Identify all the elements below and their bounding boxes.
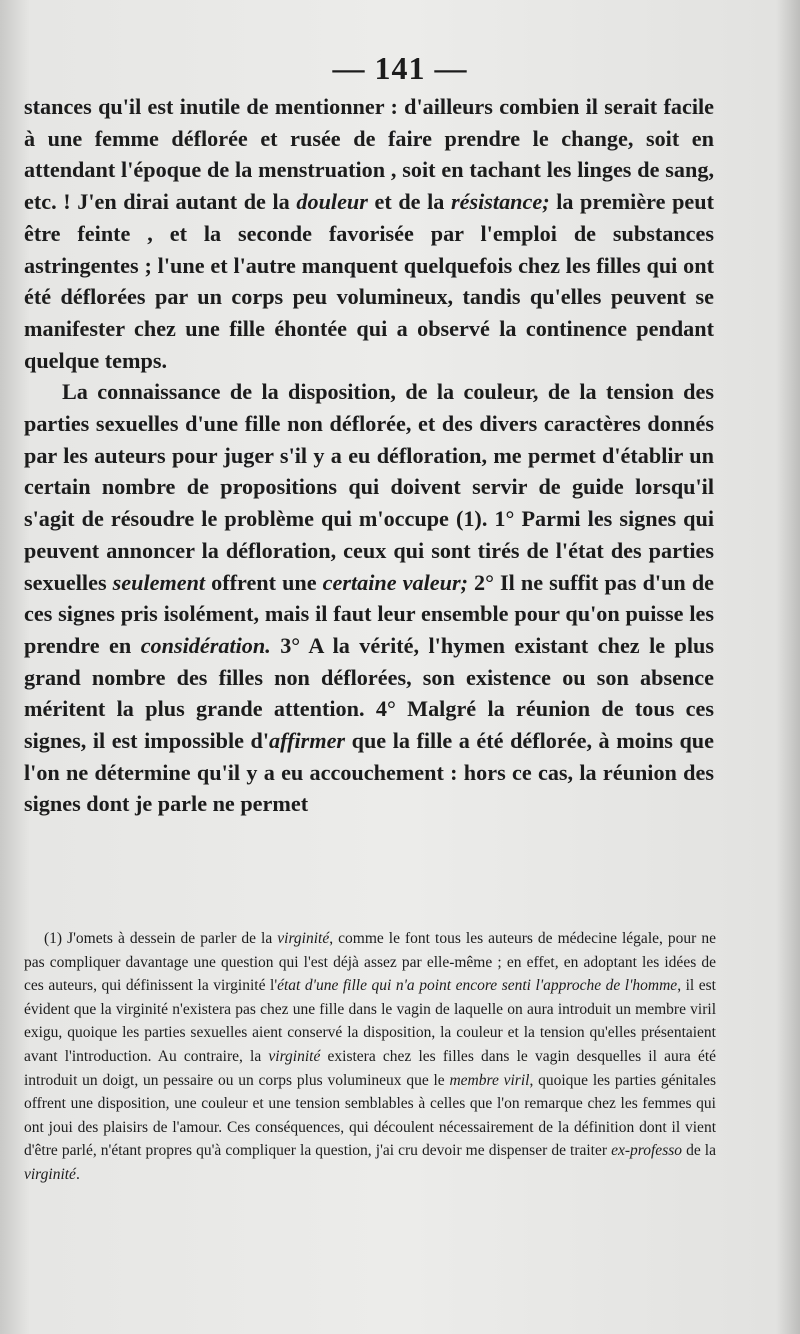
text-run: La connaissance de la disposition, de la couleur, de la tension des parties sexuelles d'une fille non déflorée, et des divers caractères donnés par les auteurs pour juger s'il y a eu défloration, me permet d'établir un certain nombre de propositions qui doivent servir de guide lorsqu'il s'agit de résoudre le problème qui m'occupe (1). 1° Parmi les signes qui peuvent annoncer la défloration, ceux qui sont tirés de l'état des parties sexuelles: [24, 379, 714, 595]
footnote-paragraph: [24, 927, 716, 1187]
text-run: 3° A la vérité, l'hymen existant chez le plus grand nombre des filles non déflorées, son existence ou son absence méritent la plus grande attention. 4° Malgré la réunion de tous ces signes, il est impossible d': [24, 632, 715, 754]
main-text: [24, 91, 714, 820]
text-run: , comme le font tous les auteurs de médecine légale, pour ne pas compliquer davantage une question qui l'est déjà assez par elle-même ; en effet, en adoptant les idées de ces auteurs, qui définissent la virginité l': [24, 930, 716, 995]
italic-run: douleur: [296, 189, 368, 215]
text-run: offrent une: [205, 569, 323, 595]
italic-run: virginité: [24, 1165, 76, 1183]
text-run: 2° Il ne suffit pas d'un de ces signes pris isolément, mais il faut leur ensemble pour qu'on puisse les prendre en: [24, 569, 715, 658]
text-run: , il est évident que la virginité n'existera pas chez une fille dans le vagin de laquelle on aura introduit un membre viril exigu, quoique les parties sexuelles aient conservé la disposition, la couleur et la tension qu'elles présentaient avant l'introduction. Au contraire, la: [24, 977, 716, 1065]
italic-run: certaine valeur;: [322, 569, 468, 595]
paragraph-1: [24, 91, 714, 376]
text-run: que la fille a été déflorée, à moins que l'on ne détermine qu'il y a eu accouchement : hors ce cas, la réunion des signes dont je parle ne permet: [24, 728, 714, 817]
text-run: et de la: [367, 189, 451, 215]
italic-run: état d'une fille qui n'a point encore senti l'approche de l'homme: [277, 977, 678, 995]
text-run: , quoique les parties génitales offrent une disposition, une couleur et une tension semblables à celles que l'on remarque chez les femmes qui ont joui des plaisirs de l'amour. Ces conséquences, qui découlent nécessairement de la définition dont il vient d'être parlé, n'étant propres qu'à compliquer la question, j'ai cru devoir me dispenser de traiter: [24, 1071, 717, 1160]
italic-run: seulement: [112, 569, 206, 595]
italic-run: ex-professo: [611, 1142, 683, 1160]
italic-run: virginité: [268, 1047, 321, 1065]
italic-run: considération.: [140, 632, 271, 658]
text-run: stances qu'il est inutile de mentionner : d'ailleurs combien il serait facile à une femme déflorée et rusée de faire prendre le change, soit en attendant l'époque de la menstruation , soit en tachant les linges de sang, etc. ! J'en dirai autant de la: [24, 94, 714, 215]
italic-run: membre viril: [449, 1071, 530, 1089]
italic-run: résistance;: [450, 189, 550, 215]
text-run: la première peut être feinte , et la seconde favorisée par l'emploi de substances astringentes ; l'une et l'autre manquent quelquefois chez les filles qui ont été déflorées par un corps peu volumineux, tandis qu'elles peuvent se manifester chez une fille éhontée qui a observé la continence pendant quelque temps.: [24, 189, 714, 373]
italic-run: virginité: [277, 930, 330, 947]
text-run: existera chez les filles dans le vagin desquelles il aura été introduit un doigt, un pessaire ou un corps plus volumineux que le: [24, 1047, 717, 1089]
footnote: [24, 927, 716, 1187]
paragraph-2: [24, 376, 714, 820]
text-run: .: [75, 1165, 80, 1183]
page-number: — 141 —: [332, 50, 468, 86]
text-run: (1) J'omets à dessein de parler de la: [44, 930, 278, 947]
text-run: de la: [682, 1142, 716, 1160]
italic-run: affirmer: [269, 728, 346, 754]
